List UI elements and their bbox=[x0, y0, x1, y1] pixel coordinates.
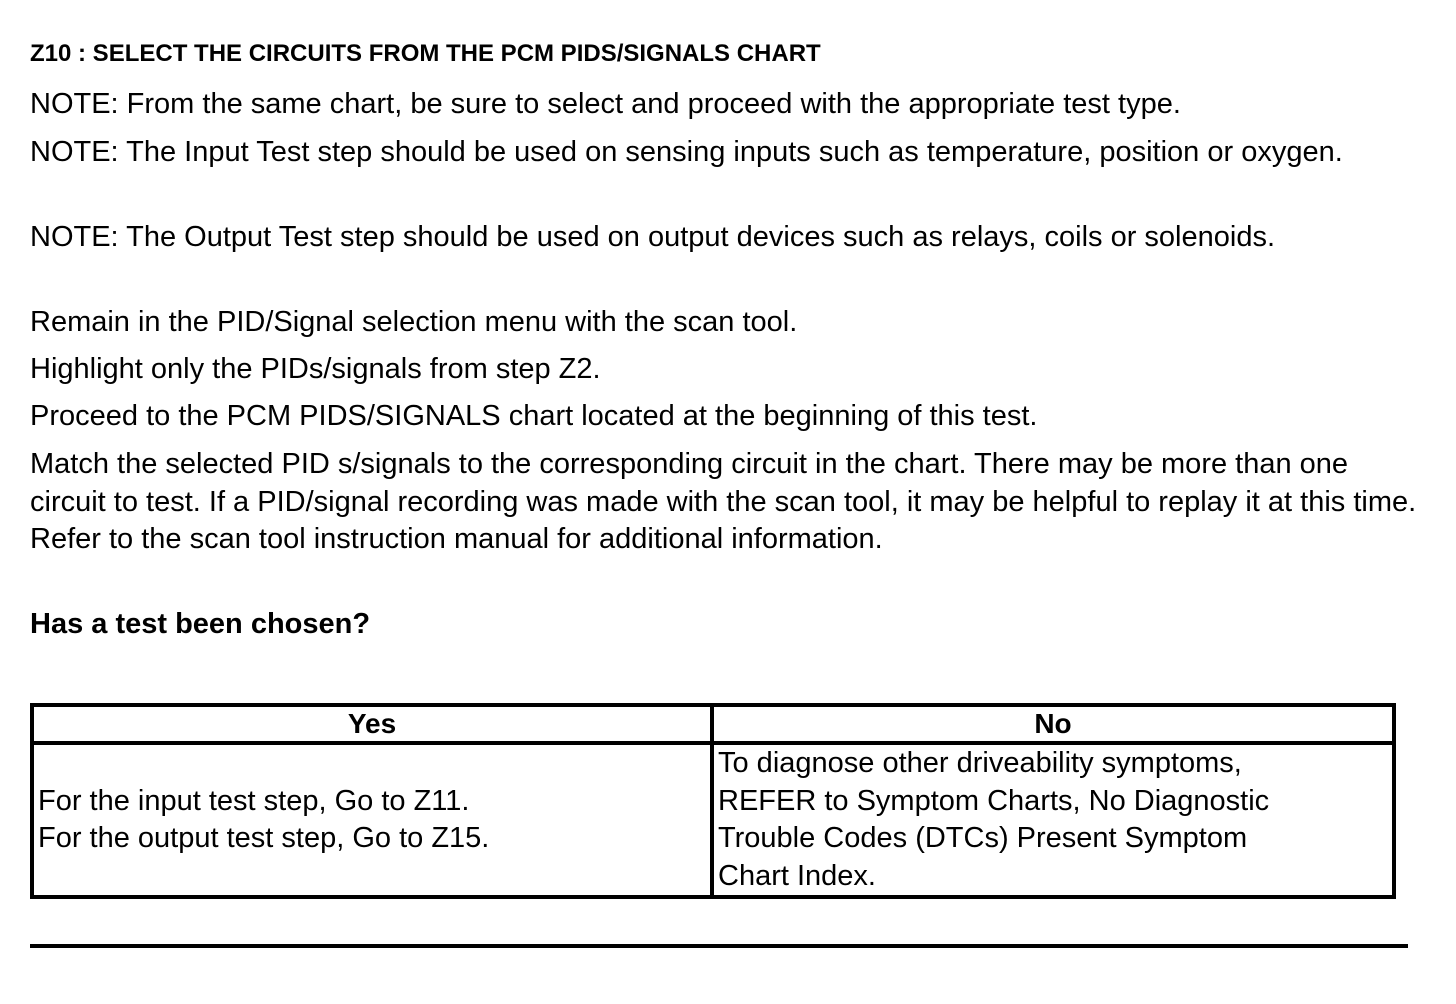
instruction-paragraph: Remain in the PID/Signal selection menu with the scan tool. bbox=[30, 306, 798, 338]
answer-header-row bbox=[32, 705, 1394, 743]
step-title: Z10 : SELECT THE CIRCUITS FROM THE PCM PIDS/SIGNALS CHART bbox=[30, 40, 821, 67]
no-header: No bbox=[712, 705, 1394, 743]
note-paragraph: NOTE: From the same chart, be sure to select and proceed with the appropriate test type. bbox=[30, 88, 1181, 120]
no-line: Trouble Codes (DTCs) Present Symptom bbox=[718, 822, 1248, 854]
instruction-paragraph: Proceed to the PCM PIDS/SIGNALS chart located at the beginning of this test. bbox=[30, 400, 1038, 432]
bottom-divider bbox=[30, 944, 1408, 948]
no-line: Chart Index. bbox=[718, 859, 876, 892]
instruction-paragraph: Highlight only the PIDs/signals from step Z2. bbox=[30, 353, 601, 385]
yes-line-input: For the input test step, Go to Z11. bbox=[38, 784, 470, 817]
no-cell bbox=[712, 743, 1394, 897]
answer-table bbox=[30, 703, 1396, 899]
yes-header: Yes bbox=[32, 705, 712, 743]
instruction-paragraph: Match the selected PID s/signals to the corresponding circuit in the chart. There may be more than one circuit to test. If a PID/signal recording was made with the scan tool, it may be helpful to replay it at this time. Refer to the scan tool instruction manual for additional information. bbox=[30, 448, 1417, 555]
test-question: Has a test been chosen? bbox=[30, 608, 371, 640]
answer-row bbox=[32, 743, 1394, 897]
note-paragraph: NOTE: The Output Test step should be used on output devices such as relays, coils or solenoids. bbox=[30, 221, 1276, 253]
yes-line-output: For the output test step, Go to Z15. bbox=[38, 822, 490, 854]
note-paragraph: NOTE: The Input Test step should be used on sensing inputs such as temperature, position or oxygen. bbox=[30, 136, 1343, 168]
no-line: REFER to Symptom Charts, No Diagnostic bbox=[718, 784, 1270, 817]
no-line: To diagnose other driveability symptoms, bbox=[718, 747, 1242, 779]
yes-cell bbox=[32, 743, 712, 897]
